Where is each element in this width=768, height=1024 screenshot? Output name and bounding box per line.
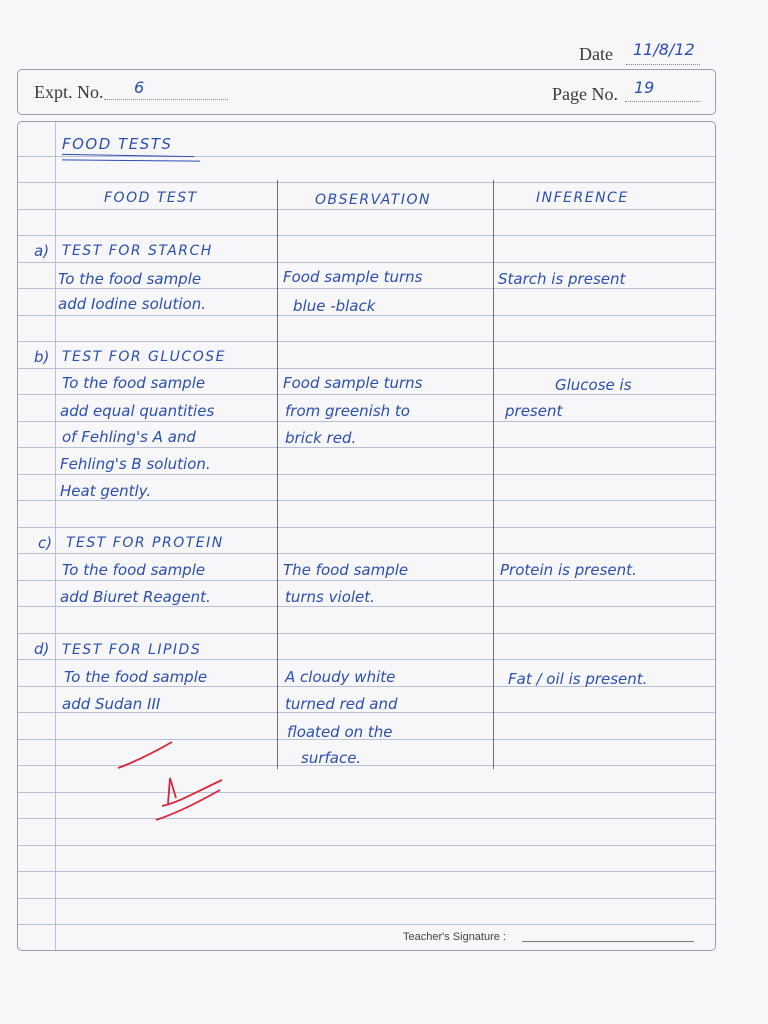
procedure-line: add equal quantities [60,402,215,420]
inference-line: Starch is present [498,270,626,288]
column-header-inference: INFERENCE [536,190,629,206]
ruled-line [18,500,715,501]
ruled-line [18,262,715,263]
procedure-line: To the food sample [62,561,206,579]
expt-line [104,99,228,100]
observation-line: from greenish to [285,402,410,420]
procedure-line: Heat gently. [60,482,152,500]
ruled-line [18,659,715,660]
ruled-line [18,288,715,289]
ruled-line [18,315,715,316]
column-header-observation: OBSERVATION [315,192,431,208]
ruled-line [18,553,715,554]
page-title: FOOD TESTS [62,135,173,153]
expt-label: Expt. No. [34,82,104,102]
teacher-signature-label: Teacher's Signature : [403,931,506,943]
test-marker: b) [34,348,50,366]
test-heading: TEST FOR PROTEIN [66,535,224,551]
ruled-line [18,182,715,183]
test-marker: d) [34,640,50,658]
procedure-line: of Fehling's A and [62,428,196,446]
ruled-line [18,156,715,157]
expt-value: 6 [134,78,145,97]
ruled-line [18,368,715,369]
observation-line: brick red. [285,429,357,447]
date-value: 11/8/12 [633,40,695,59]
page-line [625,101,699,102]
check-stroke [118,742,172,768]
ruled-line [18,341,715,342]
test-heading: TEST FOR STARCH [62,243,213,259]
page-label: Page No. [552,84,618,104]
observation-line: blue -black [293,297,376,315]
inference-line: Fat / oil is present. [508,670,648,688]
ruled-line [18,580,715,581]
test-marker: a) [34,242,50,260]
observation-line: floated on the [287,723,393,741]
margin-line [55,122,56,950]
inference-line: present [505,402,563,420]
test-marker: c) [38,534,53,552]
ruled-line [18,447,715,448]
teacher-check-mark [110,720,230,830]
ruled-line [18,871,715,872]
column-divider-1 [277,180,278,769]
ruled-line [18,606,715,607]
observation-line: A cloudy white [285,668,396,686]
procedure-line: To the food sample [58,270,202,288]
ruled-line [18,235,715,236]
inference-line: Protein is present. [500,561,637,579]
observation-line: Food sample turns [283,374,423,392]
ruled-line [18,474,715,475]
observation-line: turned red and [285,695,398,713]
inference-line: Glucose is [555,376,632,394]
procedure-line: add Iodine solution. [58,295,206,313]
procedure-line: Fehling's B solution. [60,455,211,473]
ruled-line [18,924,715,925]
teacher-signature-line [522,941,694,942]
ruled-line [18,633,715,634]
ruled-line [18,421,715,422]
ruled-line [18,845,715,846]
procedure-line: add Biuret Reagent. [60,588,211,606]
procedure-line: To the food sample [64,668,208,686]
ruled-line [18,394,715,395]
observation-line: surface. [301,749,362,767]
date-line [626,64,700,65]
column-divider-2 [493,180,494,769]
procedure-line: To the food sample [62,374,206,392]
observation-line: The food sample [283,561,409,579]
initial-stroke [168,778,176,804]
page-value: 19 [634,78,655,97]
ruled-line [18,527,715,528]
procedure-line: add Sudan III [62,695,161,713]
ruled-line [18,898,715,899]
observation-line: turns violet. [285,588,375,606]
test-heading: TEST FOR LIPIDS [62,642,202,658]
ruled-line [18,209,715,210]
column-header-food-test: FOOD TEST [104,190,198,206]
test-heading: TEST FOR GLUCOSE [62,349,226,365]
date-label: Date [579,44,613,64]
observation-line: Food sample turns [283,268,423,286]
